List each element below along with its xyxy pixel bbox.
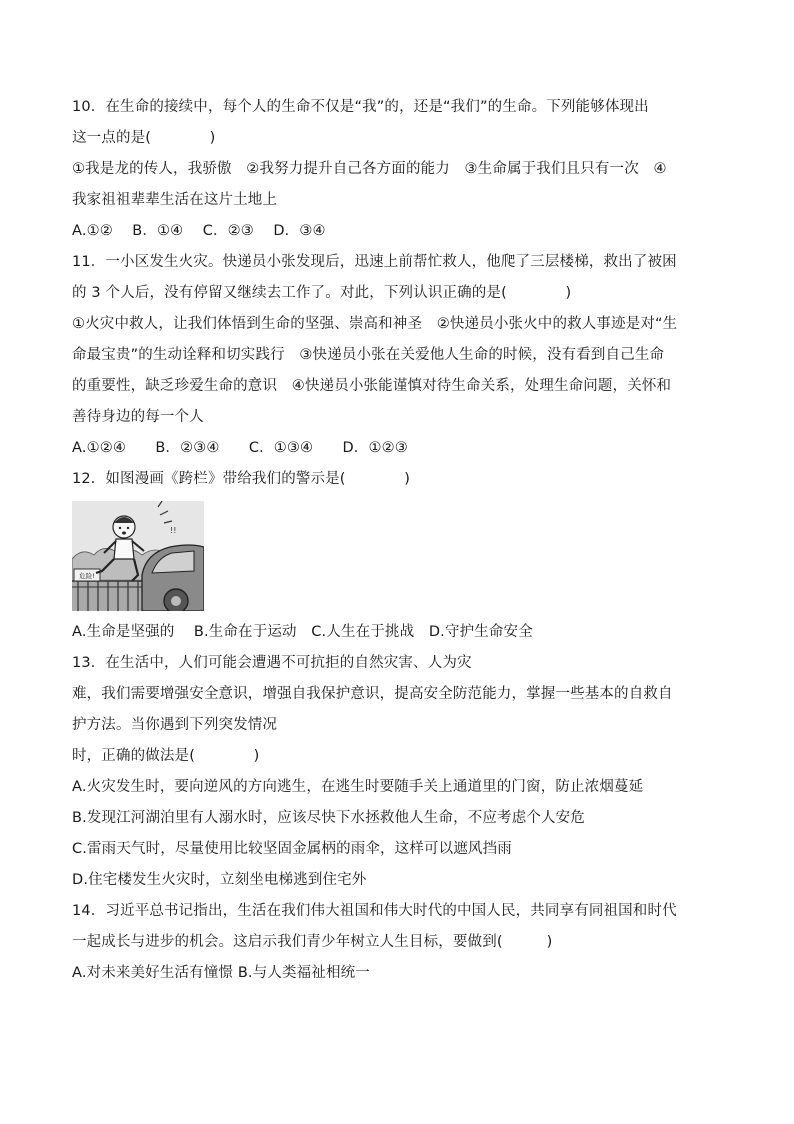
q11-options: A.①②④ B．②③④ C．①③④ D．①②③ — [72, 440, 408, 456]
q14-stem-line1: 14．习近平总书记指出，生活在我们伟大祖国和伟大时代的中国人民，共同享有同祖国和时代 — [72, 903, 677, 919]
q11-statements-line1: ①火灾中救人，让我们体悟到生命的坚强、崇高和神圣 ②快递员小张火中的救人事迹是对“生 — [72, 316, 678, 332]
q12-stem: 12．如图漫画《跨栏》带给我们的警示是( ) — [72, 471, 411, 487]
q11-statements-line3: 的重要性，缺乏珍爱生命的意识 ④快递员小张能谨慎对待生命关系，处理生命问题，关怀和 — [72, 378, 672, 394]
q13-option-a: A.火灾发生时，要向逆风的方向逃生，在逃生时要随手关上通道里的门窗，防止浓烟蔓延 — [72, 779, 644, 795]
q11-stem-line2: 的 3 个人后，没有停留又继续去工作了。对此，下列认识正确的是( ) — [72, 285, 572, 301]
q10-stem-line1: 10．在生命的接续中，每个人的生命不仅是“我”的，还是“我们”的生命。下列能够体现出 — [72, 99, 649, 115]
q13-option-b: B.发现江河湖泊里有人溺水时，应该尽快下水拯救他人生命，不应考虑个人安危 — [72, 810, 585, 826]
q13-option-d: D.住宅楼发生火灾时，立刻坐电梯逃到住宅外 — [72, 872, 367, 888]
q13-stem-line1: 13．在生活中，人们可能会遭遇不可抗拒的自然灾害、人为灾 — [72, 655, 472, 671]
q13-stem-line2: 难，我们需要增强安全意识，增强自我保护意识，提高安全防范能力，掌握一些基本的自救自 — [72, 686, 673, 702]
q13-stem-line3: 护方法。当你遇到下列突发情况 — [72, 717, 278, 733]
q14-options: A.对未来美好生活有憧憬 B.与人类福祉相统一 — [72, 965, 370, 981]
q10-stem-line2: 这一点的是( ) — [72, 130, 216, 146]
q13-option-c: C.雷雨天气时，尽量使用比较坚固金属柄的雨伞，这样可以遮风挡雨 — [72, 841, 512, 857]
q11-statements-line4: 善待身边的每一个人 — [72, 409, 204, 425]
q11-statements-line2: 命最宝贵”的生动诠释和切实践行 ③快递员小张在关爱他人生命的时候，没有看到自己生命 — [72, 347, 665, 363]
q10-statements-line1: ①我是龙的传人，我骄傲 ②我努力提升自己各方面的能力 ③生命属于我们且只有一次 ④ — [72, 161, 667, 177]
hurdle-cartoon-image — [72, 501, 204, 611]
q11-stem-line1: 11．一小区发生火灾。快递员小张发现后，迅速上前帮忙救人，他爬了三层楼梯，救出了被困 — [72, 254, 677, 270]
q12-options: A.生命是坚强的 B.生命在于运动 C.人生在于挑战 D.守护生命安全 — [72, 624, 533, 640]
svg-text:!!: !! — [170, 526, 177, 535]
q10-options: A.①② B．①④ C．②③ D．③④ — [72, 223, 326, 239]
q10-statements-line2: 我家祖祖辈辈生活在这片土地上 — [72, 192, 278, 208]
cartoon-warning-sign-text: 危险! — [79, 572, 95, 580]
hurdle-cartoon-illustration — [72, 501, 204, 611]
q13-stem-line4: 时，正确的做法是( ) — [72, 748, 260, 764]
q14-stem-line2: 一起成长与进步的机会。这启示我们青少年树立人生目标，要做到( ) — [72, 934, 553, 950]
question-page — [72, 92, 718, 989]
